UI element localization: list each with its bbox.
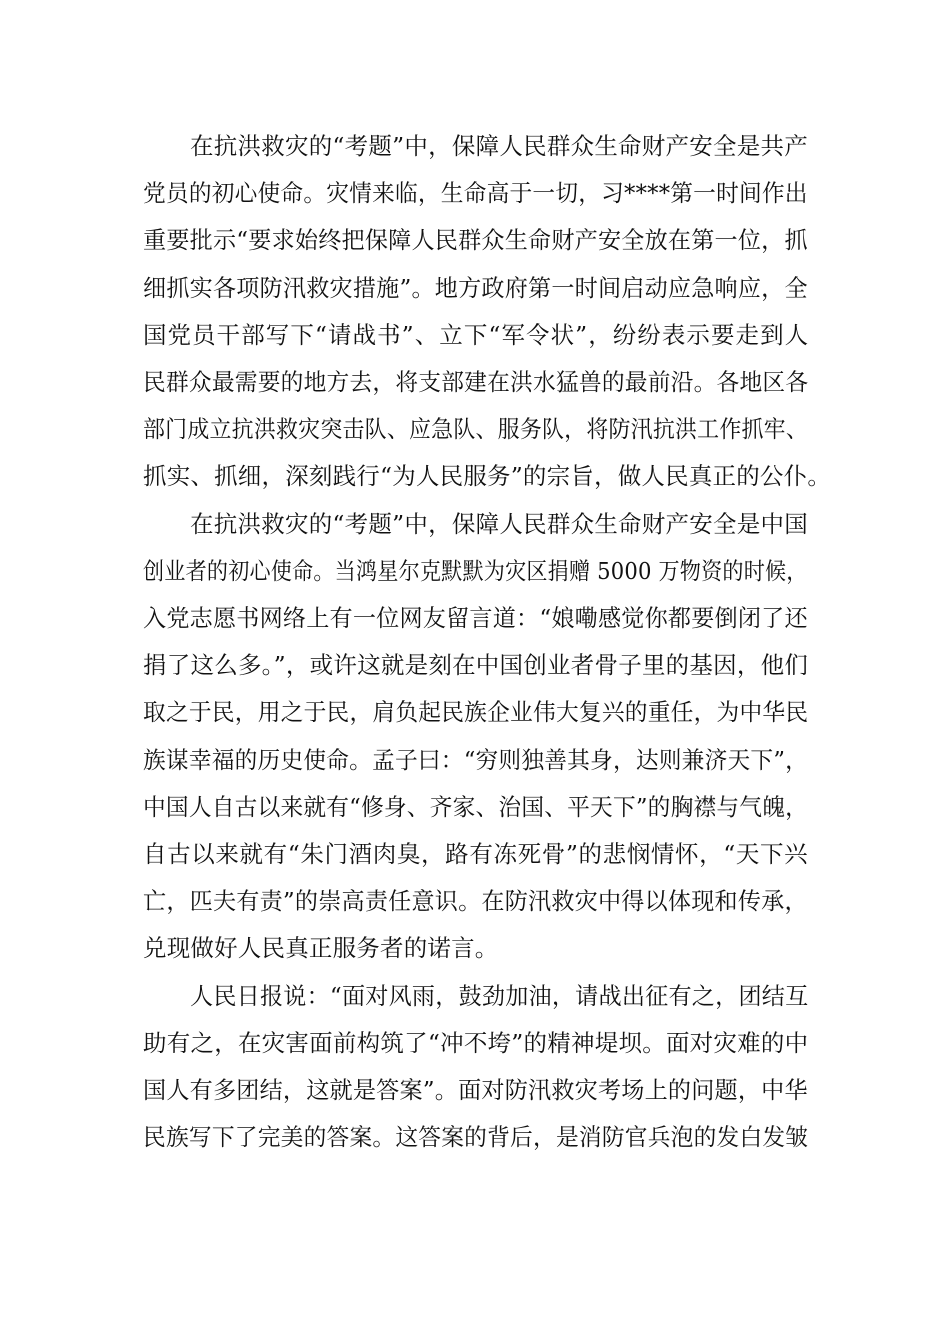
paragraph-line: 在抗洪救灾的“考题”中，保障人民群众生命财产安全是共产 [190, 132, 808, 160]
paragraph-line: 抓实、抓细，深刻践行“为人民服务”的宗旨，做人民真正的公仆。 [143, 462, 832, 491]
paragraph-line: 在抗洪救灾的“考题”中，保障人民群众生命财产安全是中国 [190, 509, 808, 538]
paragraph-line: 助有之，在灾害面前构筑了“冲不垮”的精神堤坝。面对灾难的中 [143, 1028, 809, 1057]
paragraph-line: 国党员干部写下“请战书”、立下“军令状”，纷纷表示要走到人 [143, 320, 810, 349]
paragraph-line: 捐了这么多。”，或许这就是刻在中国创业者骨子里的基因，他们 [143, 651, 809, 680]
paragraph-line: 重要批示“要求始终把保障人民群众生命财产安全放在第一位，抓 [143, 226, 808, 255]
paragraph-line: 部门成立抗洪救灾突击队、应急队、服务队，将防汛抗洪工作抓牢、 [143, 415, 808, 444]
paragraph-line: 自古以来就有“朱门酒肉臭，路有冻死骨”的悲悯情怀，“天下兴 [143, 840, 809, 868]
paragraph-line: 兑现做好人民真正服务者的诺言。 [143, 934, 499, 963]
paragraph-line: 人民日报说：“面对风雨，鼓劲加油，请战出征有之，团结互 [190, 981, 809, 1010]
paragraph-line: 党员的初心使命。灾情来临，生命高于一切，习****第一时间作出 [143, 179, 808, 208]
paragraph-line: 亡，匹夫有责”的崇高责任意识。在防汛救灾中得以体现和传承， [143, 887, 808, 916]
paragraph-line: 中国人自古以来就有“修身、齐家、治国、平天下”的胸襟与气魄， [143, 792, 809, 821]
paragraph-line: 创业者的初心使命。当鸿星尔克默默为灾区捐赠 5000 万物资的时候， [143, 556, 808, 585]
paragraph-line: 民群众最需要的地方去，将支部建在洪水猛兽的最前沿。各地区各 [143, 368, 809, 396]
paragraph-line: 国人有多团结，这就是答案”。面对防汛救灾考场上的问题，中华 [143, 1076, 808, 1104]
paragraph-line: 民族写下了完美的答案。这答案的背后，是消防官兵泡的发白发皱 [143, 1123, 809, 1152]
paragraph-line: 入党志愿书网络上有一位网友留言道：“娘嘞感觉你都要倒闭了还 [143, 604, 808, 632]
paragraph-line: 细抓实各项防汛救灾措施”。地方政府第一时间启动应急响应，全 [143, 273, 808, 302]
paragraph-line: 取之于民，用之于民，肩负起民族企业伟大复兴的重任，为中华民 [143, 698, 809, 727]
paragraph-line: 族谋幸福的历史使命。孟子曰：“穷则独善其身，达则兼济天下”， [143, 745, 809, 774]
